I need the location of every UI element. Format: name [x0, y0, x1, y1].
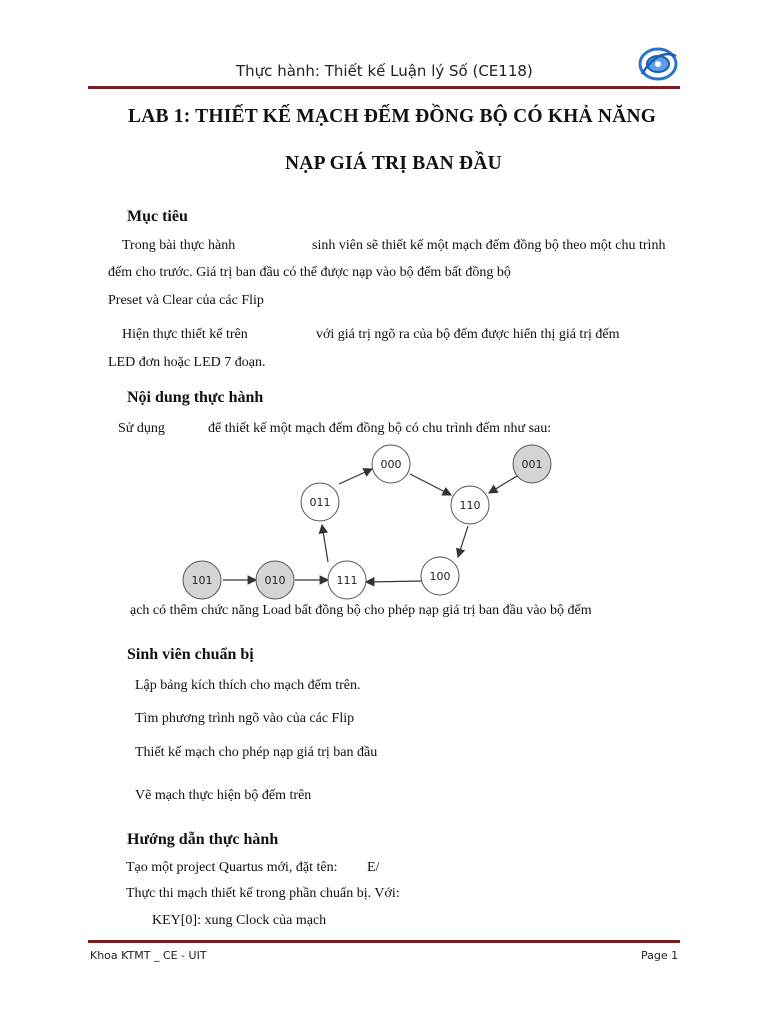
- arrow-000-to-110: [410, 474, 451, 495]
- content-after-diagram: ạch có thêm chức năng Load bất đồng bộ cho phép nạp giá trị ban đầu vào bộ đếm: [130, 603, 592, 618]
- footer-left: Khoa KTMT _ CE - UIT: [90, 949, 207, 962]
- objectives-heading: Mục tiêu: [127, 208, 188, 225]
- page-title-line2: NẠP GIÁ TRỊ BAN ĐẦU: [285, 153, 502, 174]
- content-heading: Nội dung thực hành: [127, 389, 264, 406]
- objectives-p1-part2: sinh viên sẽ thiết kế một mạch đếm đồng bộ theo một chu trình: [312, 238, 666, 253]
- header-title: Thực hành: Thiết kế Luận lý Số (CE118): [236, 62, 533, 80]
- guide-line1-suffix: E/: [367, 860, 380, 875]
- state-label-001: 001: [521, 458, 543, 471]
- state-label-011: 011: [309, 496, 331, 509]
- arrow-110-to-100: [458, 526, 468, 557]
- arrow-011-to-000: [339, 469, 372, 484]
- content-intro-part2: để thiết kế một mạch đếm đồng bộ có chu trình đếm như sau:: [208, 421, 552, 436]
- footer-page-number: Page 1: [641, 949, 679, 962]
- guide-line3: KEY[0]: xung Clock của mạch: [152, 913, 327, 928]
- preparation-item-3: Thiết kế mạch cho phép nạp giá trị ban đầu: [135, 745, 378, 760]
- guide-line1: Tạo một project Quartus mới, đặt tên:: [126, 860, 338, 875]
- preparation-heading: Sinh viên chuẩn bị: [127, 646, 254, 663]
- state-label-111: 111: [336, 574, 358, 587]
- arrow-100-to-111: [366, 581, 422, 582]
- preparation-item-1: Lập bảng kích thích cho mạch đếm trên.: [135, 678, 361, 693]
- preparation-item-4: Vẽ mạch thực hiện bộ đếm trên: [135, 788, 312, 803]
- guide-line2: Thực thi mạch thiết kế trong phần chuẩn bị. Với:: [126, 886, 400, 901]
- page-title-line1: LAB 1: THIẾT KẾ MẠCH ĐẾM ĐỒNG BỘ CÓ KHẢ NĂNG: [128, 106, 657, 127]
- objectives-p2-part1: Hiện thực thiết kế trên: [122, 327, 248, 342]
- state-label-000: 000: [380, 458, 402, 471]
- objectives-p2-part2: với giá trị ngõ ra của bộ đếm được hiển thị giá trị đếm: [316, 327, 620, 342]
- content-intro-part1: Sử dụng: [118, 421, 165, 436]
- state-label-101: 101: [191, 574, 213, 587]
- preparation-item-2: Tìm phương trình ngõ vào của các Flip: [135, 711, 355, 726]
- state-label-100: 100: [429, 570, 451, 583]
- guide-heading: Hướng dẫn thực hành: [127, 831, 279, 848]
- objectives-p2-line2: LED đơn hoặc LED 7 đoạn.: [108, 355, 266, 370]
- arrow-001-to-110: [489, 476, 517, 493]
- state-label-110: 110: [459, 499, 481, 512]
- objectives-p1-line3: Preset và Clear của các Flip: [108, 293, 264, 308]
- state-label-010: 010: [264, 574, 286, 587]
- arrow-111-to-011: [322, 525, 328, 562]
- objectives-p1-part1: Trong bài thực hành: [122, 238, 236, 253]
- footer-rule: [88, 940, 680, 943]
- objectives-p1-line2: đếm cho trước. Giá trị ban đầu có thể được nạp vào bộ đếm bất đồng bộ: [108, 265, 511, 280]
